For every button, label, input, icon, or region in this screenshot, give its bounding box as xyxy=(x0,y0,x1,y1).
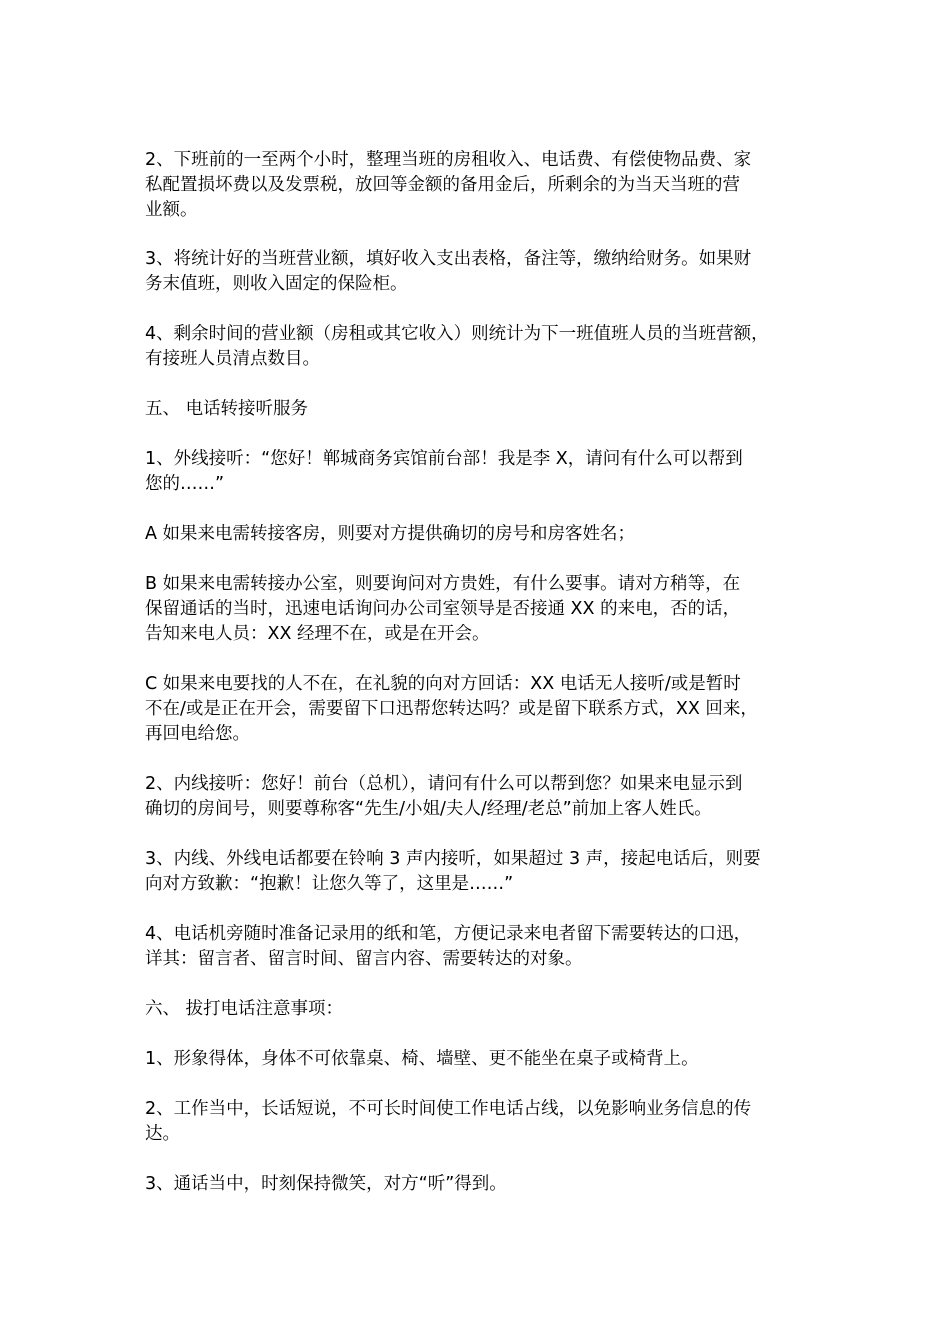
text-line: 2、下班前的一至两个小时，整理当班的房租收入、电话费、有偿使物品费、家 xyxy=(145,150,752,170)
paragraph-submit-to-finance xyxy=(145,247,825,297)
text-line: B 如果来电需转接办公室，则要询问对方贵姓，有什么要事。请对方稍等，在 xyxy=(145,574,741,594)
paragraph-answer-within-three-rings xyxy=(145,847,825,897)
paragraph-keep-calls-short xyxy=(145,1097,825,1147)
paragraph-internal-call xyxy=(145,772,825,822)
paragraph-remaining-revenue xyxy=(145,322,825,372)
paragraph-pen-and-paper xyxy=(145,922,825,972)
section-heading-phone-transfer xyxy=(145,397,825,422)
text-line: 五、 电话转接听服务 xyxy=(145,399,309,419)
text-line: 六、 拔打电话注意事项： xyxy=(145,999,344,1019)
text-line: 详其：留言者、留言时间、留言内容、需要转达的对象。 xyxy=(145,949,583,969)
text-line: 达。 xyxy=(145,1124,180,1144)
text-line: 1、外线接听：“您好！郸城商务宾馆前台部！我是李 X，请问有什么可以帮到 xyxy=(145,449,743,469)
text-line: 务末值班，则收入固定的保险柜。 xyxy=(145,274,408,294)
text-line: 您的……” xyxy=(145,474,225,494)
text-line: 4、剩余时间的营业额（房租或其它收入）则统计为下一班值班人员的当班营额， xyxy=(145,324,769,344)
text-line: 业额。 xyxy=(145,200,198,220)
text-line: 私配置损坏费以及发票税，放回等金额的备用金后，所剩余的为当天当班的营 xyxy=(145,175,740,195)
text-line: 2、内线接听：您好！前台（总机），请问有什么可以帮到您？如果来电显示到 xyxy=(145,774,743,794)
text-line: 不在/或是正在开会，需要留下口迅帮您转达吗？或是留下联系方式，XX 回来， xyxy=(145,699,758,719)
text-line: C 如果来电要找的人不在，在礼貌的向对方回话：XX 电话无人接听/或是暂时 xyxy=(145,674,741,694)
text-line: 4、电话机旁随时准备记录用的纸和笔，方便记录来电者留下需要转达的口迅， xyxy=(145,924,752,944)
text-line: 3、通话当中，时刻保持微笑，对方“听”得到。 xyxy=(145,1174,507,1194)
paragraph-transfer-office xyxy=(145,572,825,647)
text-line: 3、内线、外线电话都要在铃响 3 声内接听，如果超过 3 声，接起电话后，则要 xyxy=(145,849,761,869)
text-line: 有接班人员清点数目。 xyxy=(145,349,320,369)
section-heading-outgoing-call-notes xyxy=(145,997,825,1022)
paragraph-transfer-guest-room xyxy=(145,522,825,547)
paragraph-external-call xyxy=(145,447,825,497)
paragraph-keep-smiling xyxy=(145,1172,825,1197)
text-line: 再回电给您。 xyxy=(145,724,250,744)
text-line: 1、形象得体，身体不可依靠桌、椅、墙壁、更不能坐在桌子或椅背上。 xyxy=(145,1049,699,1069)
paragraph-posture xyxy=(145,1047,825,1072)
paragraph-person-unavailable xyxy=(145,672,825,747)
text-line: A 如果来电需转接客房，则要对方提供确切的房号和房客姓名； xyxy=(145,524,636,544)
text-line: 3、将统计好的当班营业额，填好收入支出表格，备注等，缴纳给财务。如果财 xyxy=(145,249,752,269)
text-line: 保留通话的当时，迅速电话询问办公司室领导是否接通 XX 的来电，否的话， xyxy=(145,599,741,619)
text-line: 向对方致歉：“抱歉！让您久等了，这里是……” xyxy=(145,874,514,894)
paragraph-shift-close-income xyxy=(145,148,825,223)
text-line: 确切的房间号，则要尊称客“先生/小姐/夫人/经理/老总”前加上客人姓氏。 xyxy=(145,799,712,819)
text-line: 告知来电人员：XX 经理不在，或是在开会。 xyxy=(145,624,490,644)
text-line: 2、工作当中，长话短说，不可长时间使工作电话占线，以免影响业务信息的传 xyxy=(145,1099,752,1119)
